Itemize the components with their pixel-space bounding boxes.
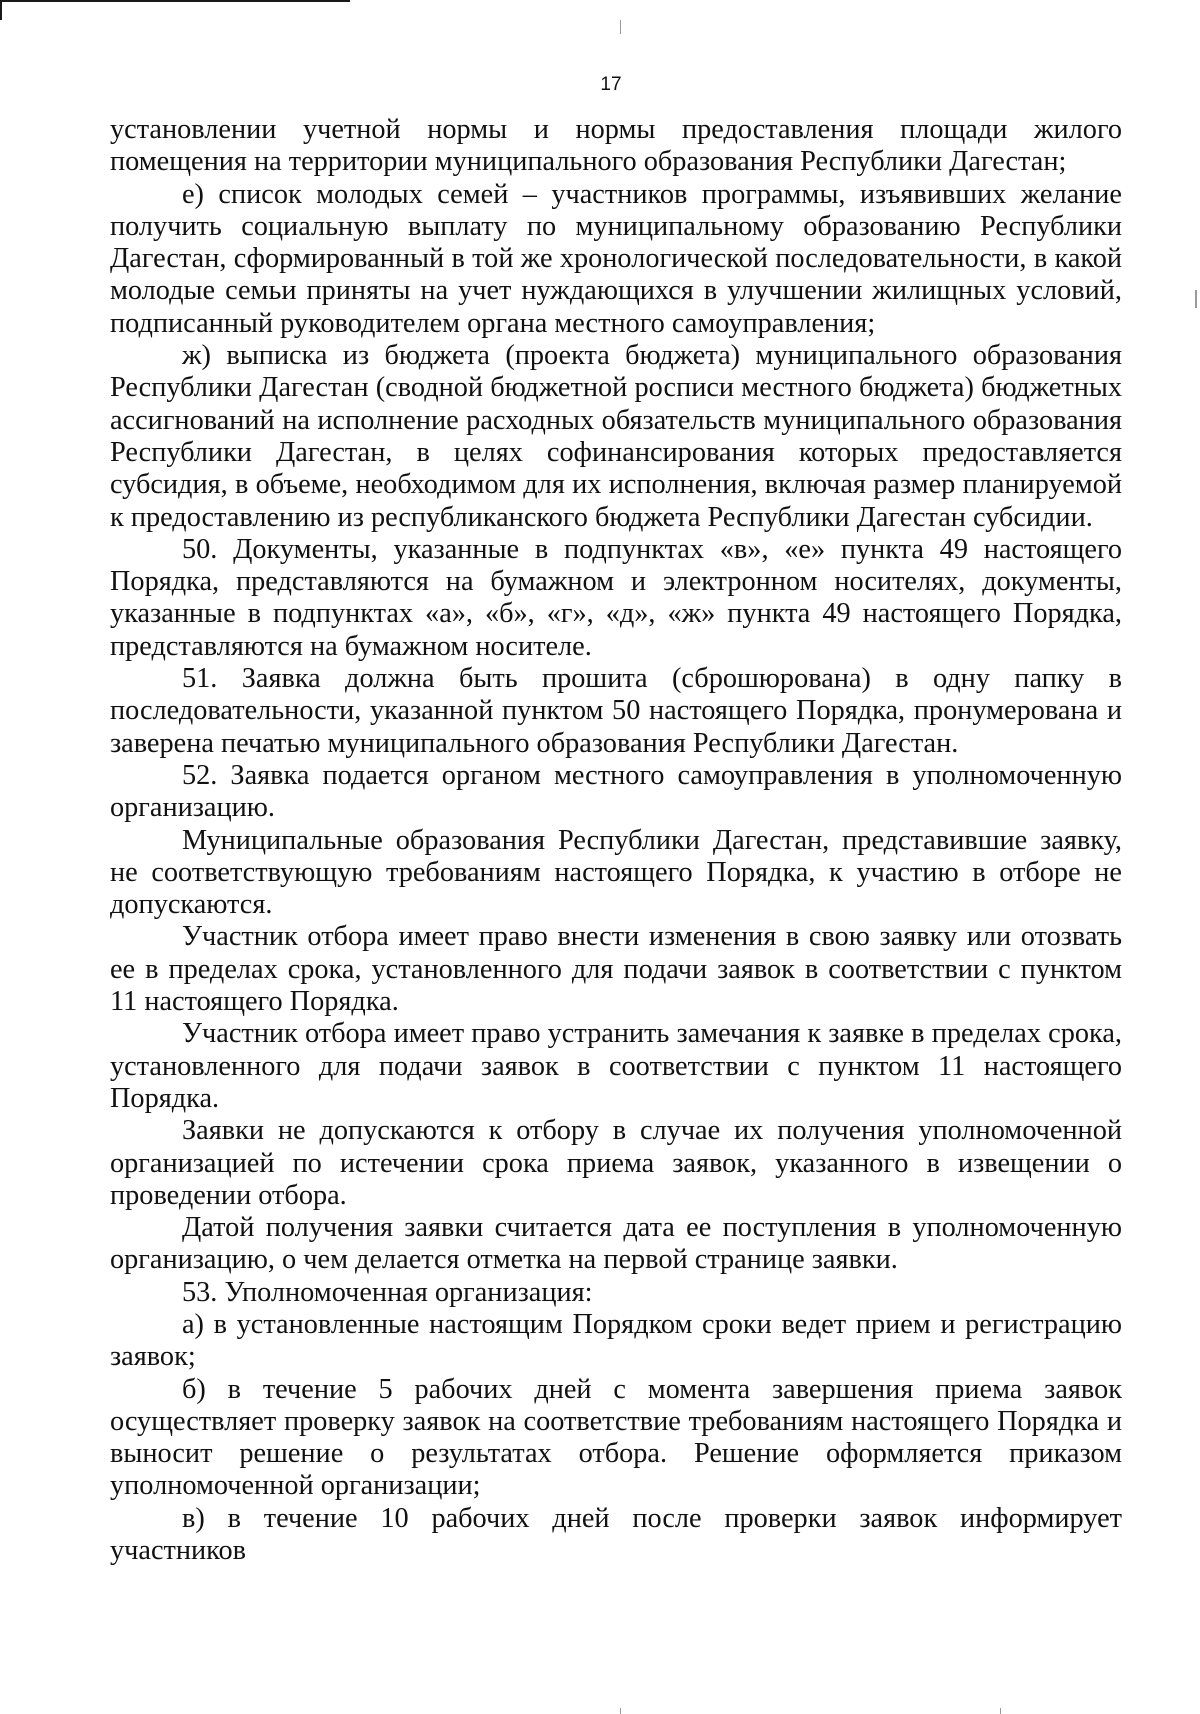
paragraph-remarks: Участник отбора имеет право устранить замечания к заявке в пределах срока, установленного для подачи заявок в соответствии с пунктом 11 настоящего Порядка. <box>110 1018 1122 1114</box>
body-text <box>110 114 1122 1567</box>
paragraph-changes: Участник отбора имеет право внести изменения в свою заявку или отозвать ее в пределах срока, установленного для подачи заявок в соответствии с пунктом 11 настоящего Порядка. <box>110 921 1122 1018</box>
scan-speck <box>1000 1708 1001 1714</box>
paragraph-late-applications: Заявки не допускаются к отбору в случае их получения уполномоченной организацией по истечении срока приема заявок, указанного в извещении о проведении отбора. <box>110 1115 1122 1211</box>
paragraph-item-a: а) в установленные настоящим Порядком сроки ведет прием и регистрацию заявок; <box>110 1308 1122 1373</box>
scan-speck <box>620 1708 621 1714</box>
scan-speck <box>1195 290 1197 308</box>
page-number: 17 <box>600 74 622 95</box>
paragraph-item-b: б) в течение 5 рабочих дней с момента завершения приема заявок осуществляет проверку заявок на соответствие требованиям настоящего Порядка и выносит решение о результатах отбора. Решение оформляется приказом уполномоченной организации; <box>110 1373 1122 1502</box>
scan-speck <box>620 20 621 34</box>
paragraph-clause-52: 52. Заявка подается органом местного самоуправления в уполномоченную организацию. <box>110 759 1122 824</box>
paragraph-receipt-date: Датой получения заявки считается дата ее поступления в уполномоченную организацию, о чем делается отметка на первой странице заявки. <box>110 1212 1122 1276</box>
paragraph-item-v: в) в течение 10 рабочих дней после проверки заявок информирует участников <box>110 1502 1122 1567</box>
paragraph-clause-50: 50. Документы, указанные в подпунктах «в», «е» пункта 49 настоящего Порядка, представляются на бумажном и электронном носителях, документы, указанные в подпунктах «а», «б», «г», «д», «ж» пункта 49 настоящего Порядка, представляются на бумажном носителе. <box>110 533 1122 662</box>
paragraph-clause-51: 51. Заявка должна быть прошита (сброшюрована) в одну папку в последовательности, указанной пунктом 50 настоящего Порядка, пронумерована и заверена печатью муниципального образования Республики Дагестан. <box>110 663 1122 759</box>
paragraph-item-e: е) список молодых семей – участников программы, изъявивших желание получить социальную выплату по муниципальному образованию Республики Дагестан, сформированный в той же хронологической последовательности, в какой молодые семьи приняты на учет нуждающихся в улучшении жилищных условий, подписанный руководителем органа местного самоуправления; <box>110 178 1122 339</box>
scan-edge-top <box>0 0 350 2</box>
paragraph-clause-53: 53. Уполномоченная организация: <box>182 1276 593 1308</box>
paragraph-rejection: Муниципальные образования Республики Дагестан, представившие заявку, не соответствующую требованиям настоящего Порядка, к участию в отборе не допускаются. <box>110 824 1122 921</box>
paragraph-item-zh: ж) выписка из бюджета (проекта бюджета) муниципального образования Республики Дагестан (сводной бюджетной росписи местного бюджета) бюджетных ассигнований на исполнение расходных обязательств муниципального образования Республики Дагестан, в целях софинансирования которых предоставляется субсидия, в объеме, необходимом для их исполнения, включая размер планируемой к предоставлению из республиканского бюджета Республики Дагестан субсидии. <box>110 340 1122 533</box>
paragraph-continuation: установлении учетной нормы и нормы предоставления площади жилого помещения на территории муниципального образования Республики Дагестан; <box>110 114 1122 178</box>
scan-edge-left <box>0 0 2 20</box>
